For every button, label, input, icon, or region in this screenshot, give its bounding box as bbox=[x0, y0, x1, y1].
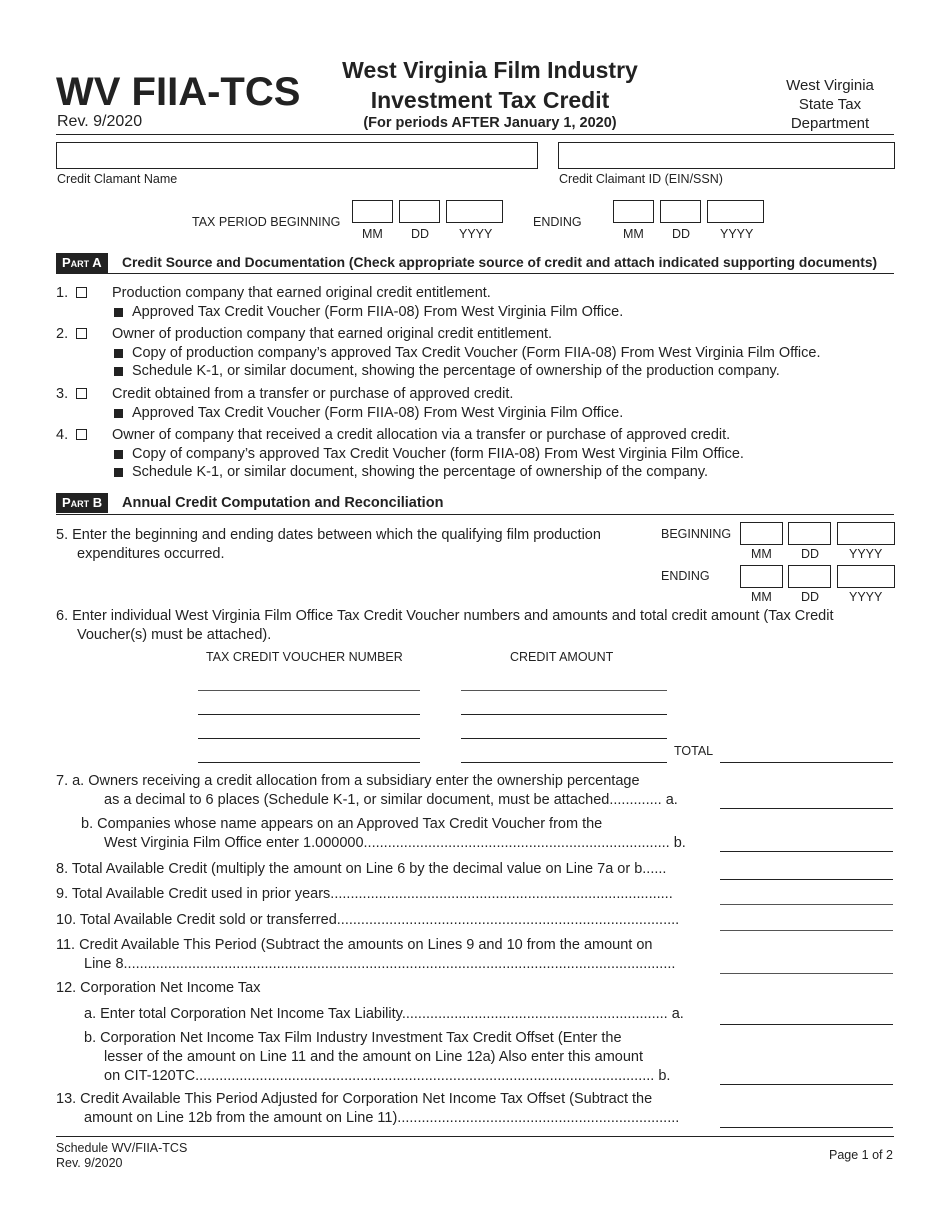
form-revision: Rev. 9/2020 bbox=[57, 113, 143, 130]
line10-text: 10. Total Available Credit sold or transferred..................................................................................... bbox=[56, 912, 680, 928]
line12a-text: a. Enter total Corporation Net Income Tax Liability.................................................................. a. bbox=[84, 1006, 684, 1022]
bullet-icon bbox=[114, 450, 123, 459]
part-a-item3-checkbox[interactable] bbox=[76, 388, 87, 399]
line6-text-2: Voucher(s) must be attached). bbox=[77, 627, 272, 643]
line5-end-yyyy-field[interactable] bbox=[837, 565, 895, 588]
part-b-divider bbox=[56, 514, 894, 515]
part-a-item3-number: 3. bbox=[56, 386, 69, 402]
tax-period-beginning-label: TAX PERIOD BEGINNING bbox=[192, 215, 341, 229]
line11-field[interactable] bbox=[720, 973, 893, 974]
line7b-field[interactable] bbox=[720, 851, 893, 852]
part-a-title: Credit Source and Documentation (Check appropriate source of credit and attach indicated supporting documents) bbox=[122, 255, 878, 270]
part-a-item1-number: 1. bbox=[56, 285, 69, 301]
part-a-item4-text: Owner of company that received a credit allocation via a transfer or purchase of approved credit. bbox=[112, 427, 731, 443]
credit-amount-column-header: CREDIT AMOUNT bbox=[510, 650, 614, 664]
part-a-item4-bullet2: Schedule K-1, or similar document, showing the percentage of ownership of the company. bbox=[132, 464, 709, 480]
claimant-id-label: Credit Claimant ID (EIN/SSN) bbox=[559, 172, 723, 186]
line12b-text-2: lesser of the amount on Line 11 and the amount on Line 12a) Also enter this amount bbox=[104, 1049, 644, 1065]
part-a-divider bbox=[56, 273, 894, 274]
line8-text: 8. Total Available Credit (multiply the amount on Line 6 by the decimal value on Line 7a or b...... bbox=[56, 861, 667, 877]
line5-end-dd-field[interactable] bbox=[788, 565, 831, 588]
part-a-item2-bullet1: Copy of production company’s approved Tax Credit Voucher (Form FIIA-08) From West Virginia Film Office. bbox=[132, 345, 821, 361]
part-a-label: Part A bbox=[56, 253, 108, 273]
footer-schedule: Schedule WV/FIIA-TCS bbox=[56, 1141, 188, 1155]
line13-field[interactable] bbox=[720, 1127, 893, 1128]
claimant-name-label: Credit Clamant Name bbox=[57, 172, 178, 186]
bullet-icon bbox=[114, 409, 123, 418]
period-begin-mm-field[interactable] bbox=[352, 200, 393, 223]
line12a-field[interactable] bbox=[720, 1024, 893, 1025]
line11-text-1: 11. Credit Available This Period (Subtract the amounts on Lines 9 and 10 from the amount on bbox=[56, 937, 653, 953]
part-a-item3-text: Credit obtained from a transfer or purchase of approved credit. bbox=[112, 386, 514, 402]
line12b-text-1: b. Corporation Net Income Tax Film Industry Investment Tax Credit Offset (Enter the bbox=[84, 1030, 622, 1046]
period-begin-mm-label: MM bbox=[362, 227, 383, 241]
credit-amount-input-2[interactable] bbox=[461, 714, 667, 715]
footer-revision: Rev. 9/2020 bbox=[56, 1156, 123, 1170]
part-a-item2-text: Owner of production company that earned original credit entitlement. bbox=[112, 326, 553, 342]
line7b-text-2: West Virginia Film Office enter 1.000000............................................................................ b. bbox=[104, 835, 686, 851]
line7a-text-1: 7. a. Owners receiving a credit allocation from a subsidiary enter the ownership percentage bbox=[56, 773, 640, 789]
line5-ending-label: ENDING bbox=[661, 569, 710, 583]
line7b-text-1: b. Companies whose name appears on an Approved Tax Credit Voucher from the bbox=[81, 816, 603, 832]
period-end-yyyy-label: YYYY bbox=[720, 227, 754, 241]
line5-text-1: 5. Enter the beginning and ending dates between which the qualifying film production bbox=[56, 527, 601, 543]
line13-text-2: amount on Line 12b from the amount on Line 11)...................................................................... bbox=[84, 1110, 680, 1126]
period-end-dd-field[interactable] bbox=[660, 200, 701, 223]
voucher-number-input-1[interactable] bbox=[198, 690, 420, 691]
period-end-yyyy-field[interactable] bbox=[707, 200, 764, 223]
credit-amount-input-3[interactable] bbox=[461, 738, 667, 739]
line5-end-yyyy-label: YYYY bbox=[849, 590, 883, 604]
period-begin-dd-field[interactable] bbox=[399, 200, 440, 223]
line10-field[interactable] bbox=[720, 930, 893, 931]
form-code: WV FIIA-TCS bbox=[56, 70, 301, 114]
agency-line2: State Tax bbox=[798, 96, 862, 113]
voucher-number-column-header: TAX CREDIT VOUCHER NUMBER bbox=[206, 650, 403, 664]
line5-end-mm-field[interactable] bbox=[740, 565, 783, 588]
period-end-mm-field[interactable] bbox=[613, 200, 654, 223]
part-a-item3-bullet1: Approved Tax Credit Voucher (Form FIIA-08) From West Virginia Film Office. bbox=[132, 405, 624, 421]
form-subtitle: (For periods AFTER January 1, 2020) bbox=[363, 115, 617, 131]
form-title-line2: Investment Tax Credit bbox=[370, 87, 610, 113]
part-a-item4-number: 4. bbox=[56, 427, 69, 443]
line5-begin-yyyy-field[interactable] bbox=[837, 522, 895, 545]
line13-text-1: 13. Credit Available This Period Adjusted for Corporation Net Income Tax Offset (Subtract the bbox=[56, 1091, 653, 1107]
part-b-label: Part B bbox=[56, 493, 108, 513]
credit-amount-input-1[interactable] bbox=[461, 690, 667, 691]
line5-begin-mm-label: MM bbox=[751, 547, 772, 561]
form-title-line1: West Virginia Film Industry bbox=[342, 57, 638, 83]
voucher-number-input-3[interactable] bbox=[198, 738, 420, 739]
line5-begin-yyyy-label: YYYY bbox=[849, 547, 883, 561]
line5-end-mm-label: MM bbox=[751, 590, 772, 604]
claimant-name-field[interactable] bbox=[56, 142, 538, 169]
line8-field[interactable] bbox=[720, 879, 893, 880]
part-b-title: Annual Credit Computation and Reconciliation bbox=[122, 495, 444, 511]
line7a-field[interactable] bbox=[720, 808, 893, 809]
period-end-mm-label: MM bbox=[623, 227, 644, 241]
total-label: TOTAL bbox=[674, 744, 714, 758]
line5-end-dd-label: DD bbox=[801, 590, 820, 604]
bullet-icon bbox=[114, 367, 123, 376]
line5-begin-dd-label: DD bbox=[801, 547, 820, 561]
credit-amount-input-4[interactable] bbox=[461, 762, 667, 763]
bullet-icon bbox=[114, 349, 123, 358]
agency-line3: Department bbox=[790, 115, 870, 132]
part-a-item2-number: 2. bbox=[56, 326, 69, 342]
line9-text: 9. Total Available Credit used in prior years..................................................................................... bbox=[56, 886, 673, 902]
bullet-icon bbox=[114, 308, 123, 317]
part-a-item4-checkbox[interactable] bbox=[76, 429, 87, 440]
voucher-number-input-4[interactable] bbox=[198, 762, 420, 763]
line5-begin-mm-field[interactable] bbox=[740, 522, 783, 545]
part-a-item4-bullet1: Copy of company’s approved Tax Credit Voucher (form FIIA-08) From West Virginia Film Office. bbox=[132, 446, 744, 462]
footer-page-number: Page 1 of 2 bbox=[829, 1148, 893, 1162]
tax-period-ending-label: ENDING bbox=[533, 215, 582, 229]
bullet-icon bbox=[114, 468, 123, 477]
line5-begin-dd-field[interactable] bbox=[788, 522, 831, 545]
line12-text: 12. Corporation Net Income Tax bbox=[56, 980, 261, 996]
line11-text-2: Line 8......................................................................................................................................... bbox=[84, 956, 676, 972]
line5-text-2: expenditures occurred. bbox=[77, 546, 225, 562]
period-end-dd-label: DD bbox=[672, 227, 691, 241]
part-a-item2-checkbox[interactable] bbox=[76, 328, 87, 339]
total-credit-field[interactable] bbox=[720, 762, 893, 763]
part-a-item2-bullet2: Schedule K-1, or similar document, showing the percentage of ownership of the production company. bbox=[132, 363, 780, 379]
part-a-item1-bullet1: Approved Tax Credit Voucher (Form FIIA-08) From West Virginia Film Office. bbox=[132, 304, 624, 320]
header-divider bbox=[56, 134, 894, 135]
part-a-item1-text: Production company that earned original credit entitlement. bbox=[112, 285, 491, 301]
period-begin-dd-label: DD bbox=[411, 227, 430, 241]
line12b-field[interactable] bbox=[720, 1084, 893, 1085]
footer-divider bbox=[56, 1136, 894, 1137]
agency-line1: West Virginia bbox=[786, 77, 874, 94]
voucher-number-input-2[interactable] bbox=[198, 714, 420, 715]
line12b-text-3: on CIT-120TC.................................................................................................................. b. bbox=[104, 1068, 671, 1084]
line6-text-1: 6. Enter individual West Virginia Film Office Tax Credit Voucher numbers and amounts and total credit amount (Tax Credit bbox=[56, 608, 834, 624]
line5-beginning-label: BEGINNING bbox=[661, 527, 732, 541]
line7a-text-2: as a decimal to 6 places (Schedule K-1, or similar document, must be attached............. a. bbox=[104, 792, 678, 808]
period-begin-yyyy-label: YYYY bbox=[459, 227, 493, 241]
period-begin-yyyy-field[interactable] bbox=[446, 200, 503, 223]
claimant-id-field[interactable] bbox=[558, 142, 895, 169]
part-a-item1-checkbox[interactable] bbox=[76, 287, 87, 298]
line9-field[interactable] bbox=[720, 904, 893, 905]
